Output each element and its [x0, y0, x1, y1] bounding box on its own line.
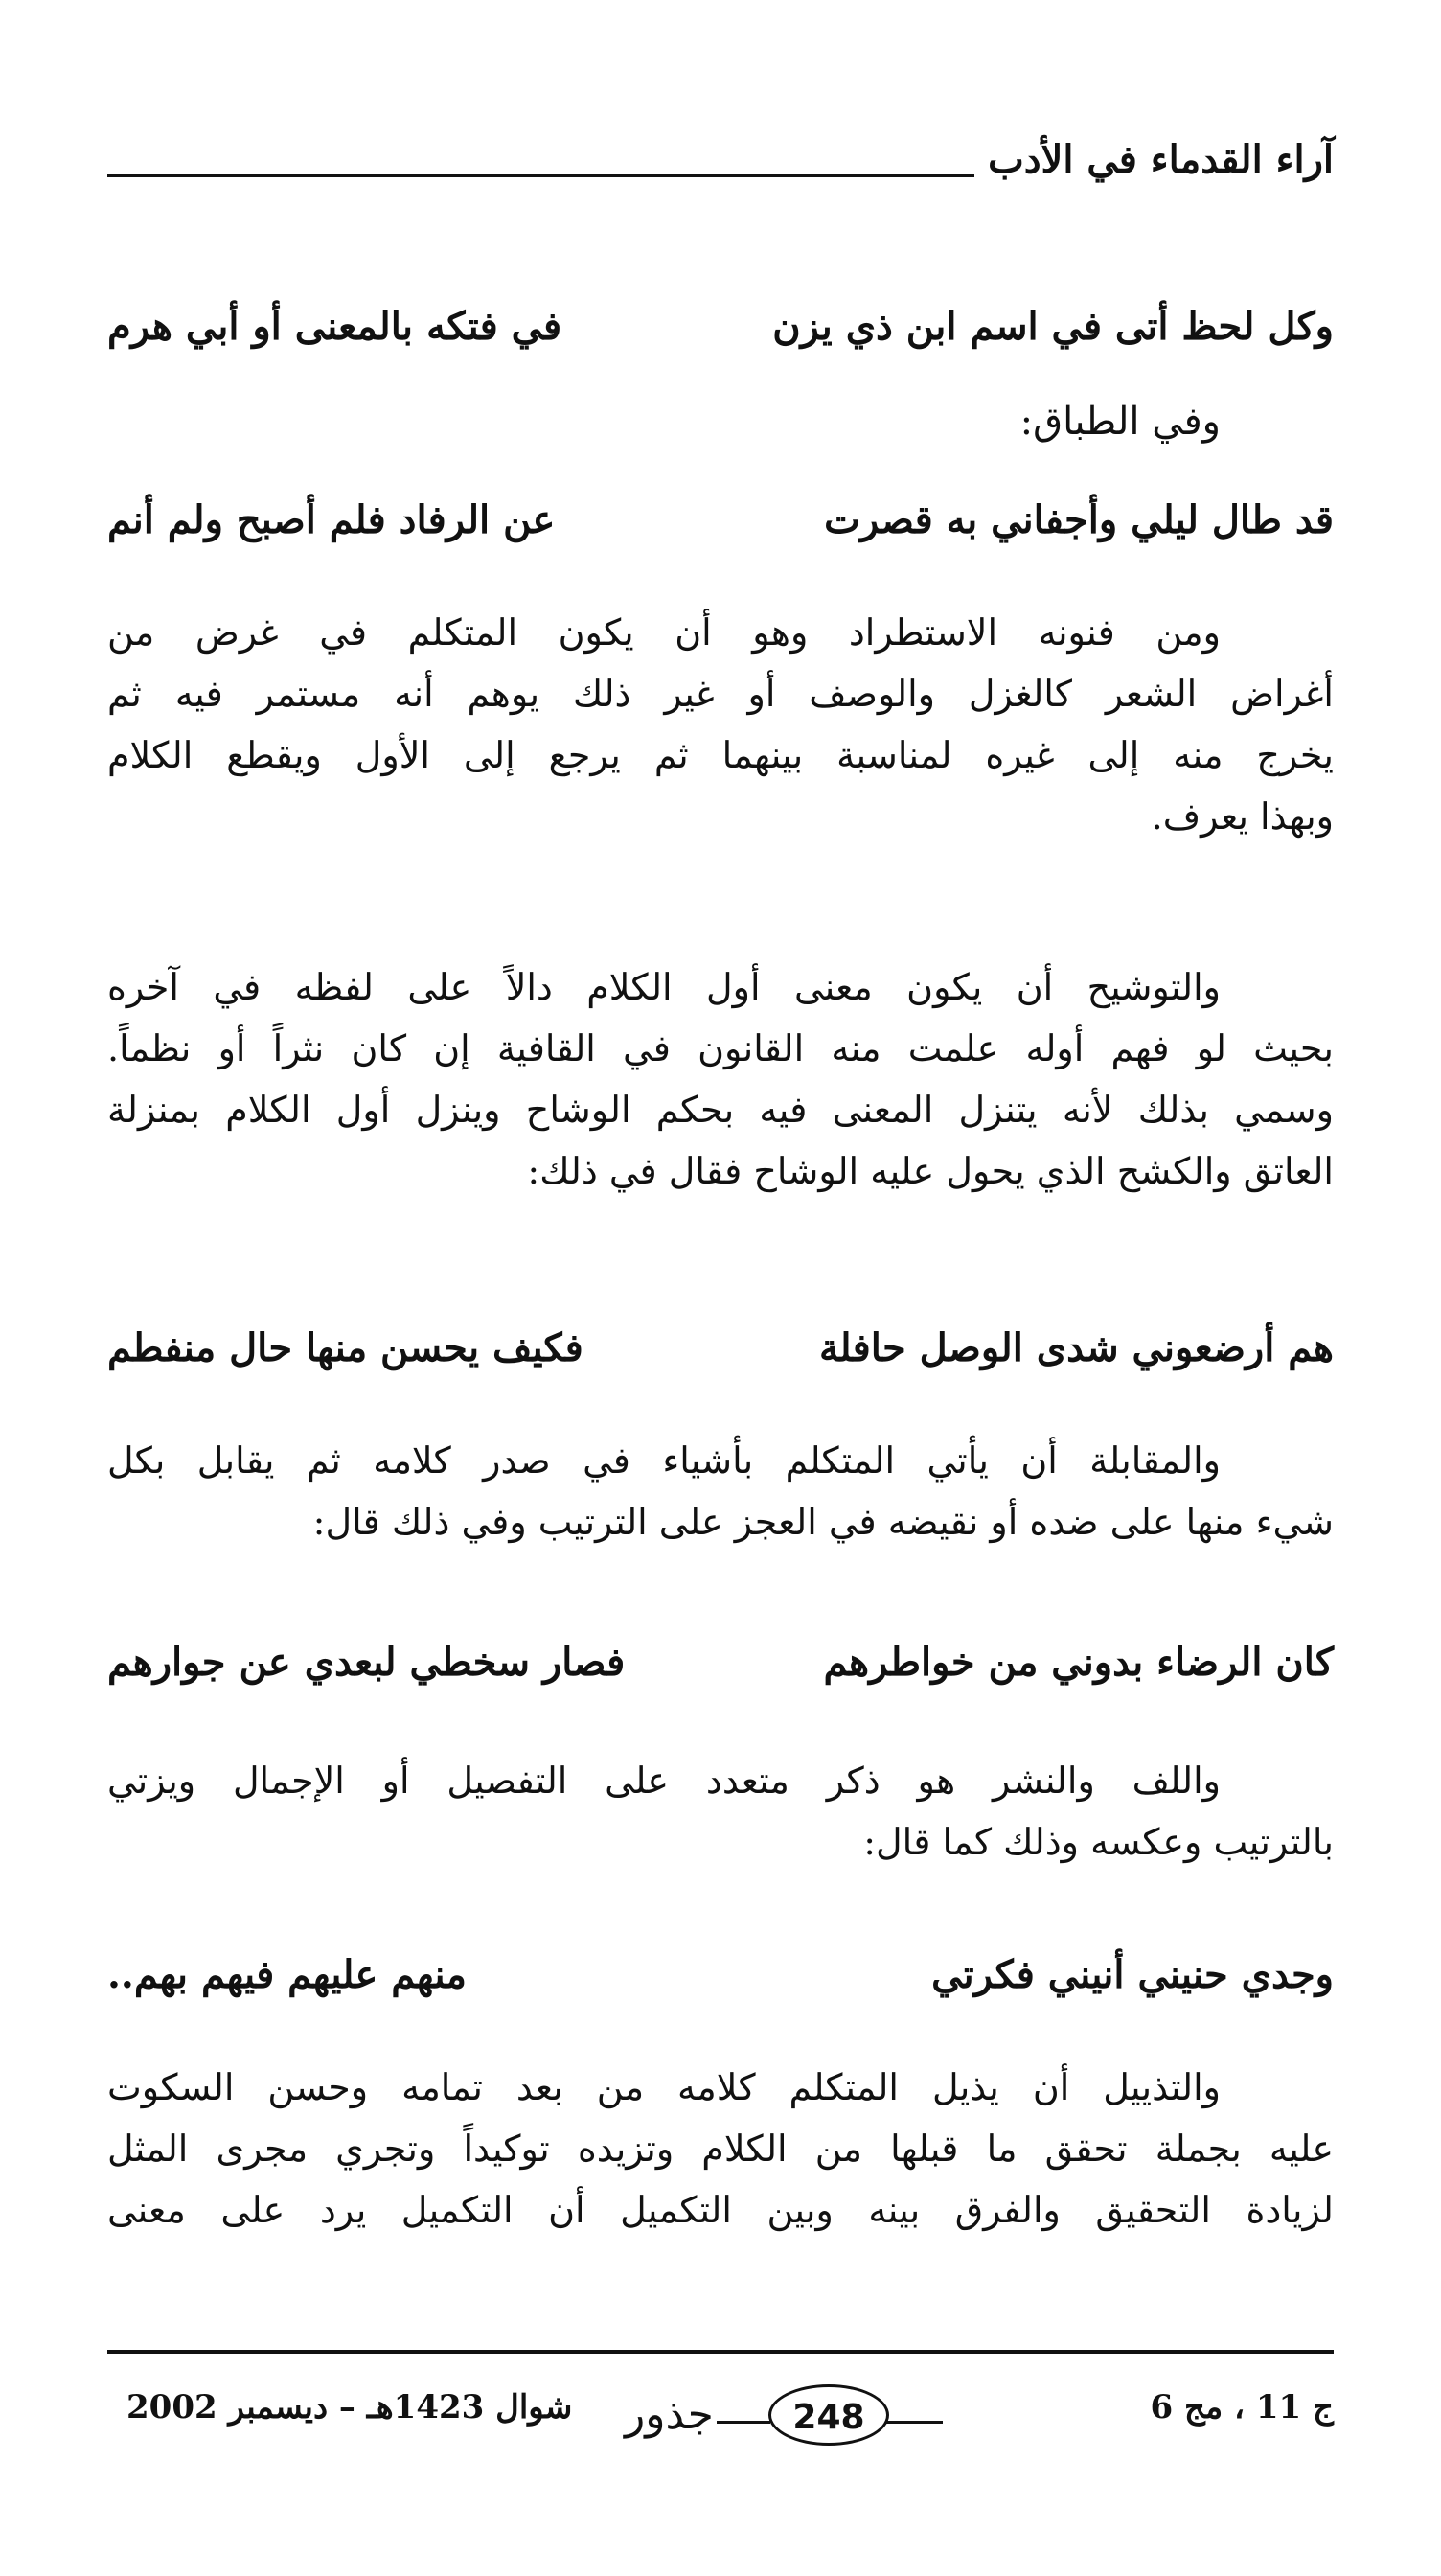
paragraph — [107, 956, 1334, 1202]
text-line: والتوشيح أن يكون معنى أول الكلام دالاً على لفظه في آخره — [107, 966, 1222, 1008]
text-line: بحيث لو فهم أوله علمت منه القانون في القافية إن كان نثراً أو نظماً. — [107, 1027, 1334, 1070]
text-line: عليه بجملة تحقق ما قبلها من الكلام وتزيده توكيداً وتجري مجرى المثل — [107, 2128, 1334, 2170]
issue-date: شوال 1423هـ – ديسمبر 2002 — [126, 2388, 573, 2426]
text-line: شيء منها على ضده أو نقيضه في العجز على الترتيب وفي ذلك قال: — [312, 1501, 1334, 1543]
verse-first-hemistich: وكل لحظ أتى في اسم ابن ذي يزن — [772, 304, 1334, 349]
magazine-name: جذور — [625, 2390, 714, 2439]
text-line: يخرج منه إلى غيره لمناسبة بينهما ثم يرجع إلى الأول ويقطع الكلام — [107, 734, 1334, 776]
verse-second-hemistich: منهم عليهم فيهم بهم.. — [107, 1952, 467, 1997]
page-number: 248 — [768, 2384, 889, 2446]
verse — [107, 487, 1334, 554]
text-line: لزيادة التحقيق والفرق بينه وبين التكميل أن التكميل يرد على معنى — [107, 2189, 1334, 2231]
page-footer — [107, 2367, 1334, 2472]
verse — [107, 293, 1334, 360]
text-line: أغراض الشعر كالغزل والوصف أو غير ذلك يوهم أنه مستمر فيه ثم — [107, 673, 1334, 715]
verse-second-hemistich: عن الرفاد فلم أصبح ولم أنم — [107, 497, 556, 542]
brand-swash — [717, 2421, 770, 2424]
verse — [107, 1315, 1334, 1382]
verse-first-hemistich: قد طال ليلي وأجفاني به قصرت — [824, 497, 1334, 542]
verse-first-hemistich: هم أرضعوني شدى الوصل حافلة — [818, 1325, 1334, 1370]
verse-second-hemistich: فكيف يحسن منها حال منفطم — [107, 1325, 583, 1370]
footer-rule — [107, 2350, 1334, 2354]
text-line: واللف والنشر هو ذكر متعدد على التفصيل أو الإجمال ويزتي — [107, 1760, 1221, 1802]
brand-swash — [885, 2421, 943, 2424]
text-line: ومن فنونه الاستطراد وهو أن يكون المتكلم في غرض من — [107, 611, 1221, 654]
text-line: وسمي بذلك لأنه يتنزل المعنى فيه بحكم الوشاح وينزل أول الكلام بمنزلة — [107, 1089, 1334, 1131]
verse-first-hemistich: كان الرضاء بدوني من خواطرهم — [823, 1640, 1334, 1685]
issue-number: ج 11 ، مج 6 — [1150, 2388, 1334, 2426]
magazine-brand — [625, 2377, 1027, 2453]
verse — [107, 1629, 1334, 1696]
running-header — [107, 134, 1334, 192]
verse-first-hemistich: وجدي حنيني أنيني فكرتي — [931, 1952, 1334, 1997]
paragraph — [107, 2057, 1334, 2241]
text-line: وبهذا يعرف. — [1151, 795, 1334, 838]
paragraph — [107, 602, 1334, 847]
paragraph — [107, 1430, 1334, 1552]
verse-second-hemistich: فصار سخطي لبعدي عن جوارهم — [107, 1640, 626, 1685]
verse — [107, 1942, 1334, 2009]
header-title: آراء القدماء في الأدب — [974, 134, 1334, 186]
text-line: بالترتيب وعكسه وذلك كما قال: — [863, 1821, 1334, 1863]
verse-second-hemistich: في فتكه بالمعنى أو أبي هرم — [107, 304, 562, 349]
section-label: وفي الطباق: — [1019, 400, 1221, 444]
text-line: والمقابلة أن يأتي المتكلم بأشياء في صدر كلامه ثم يقابل بكل — [107, 1439, 1221, 1482]
text-line: والتذييل أن يذيل المتكلم كلامه من بعد تمامه وحسن السكوت — [107, 2066, 1221, 2108]
text-line: العاتق والكشح الذي يحول عليه الوشاح فقال في ذلك: — [527, 1150, 1334, 1192]
paragraph — [107, 1750, 1334, 1873]
